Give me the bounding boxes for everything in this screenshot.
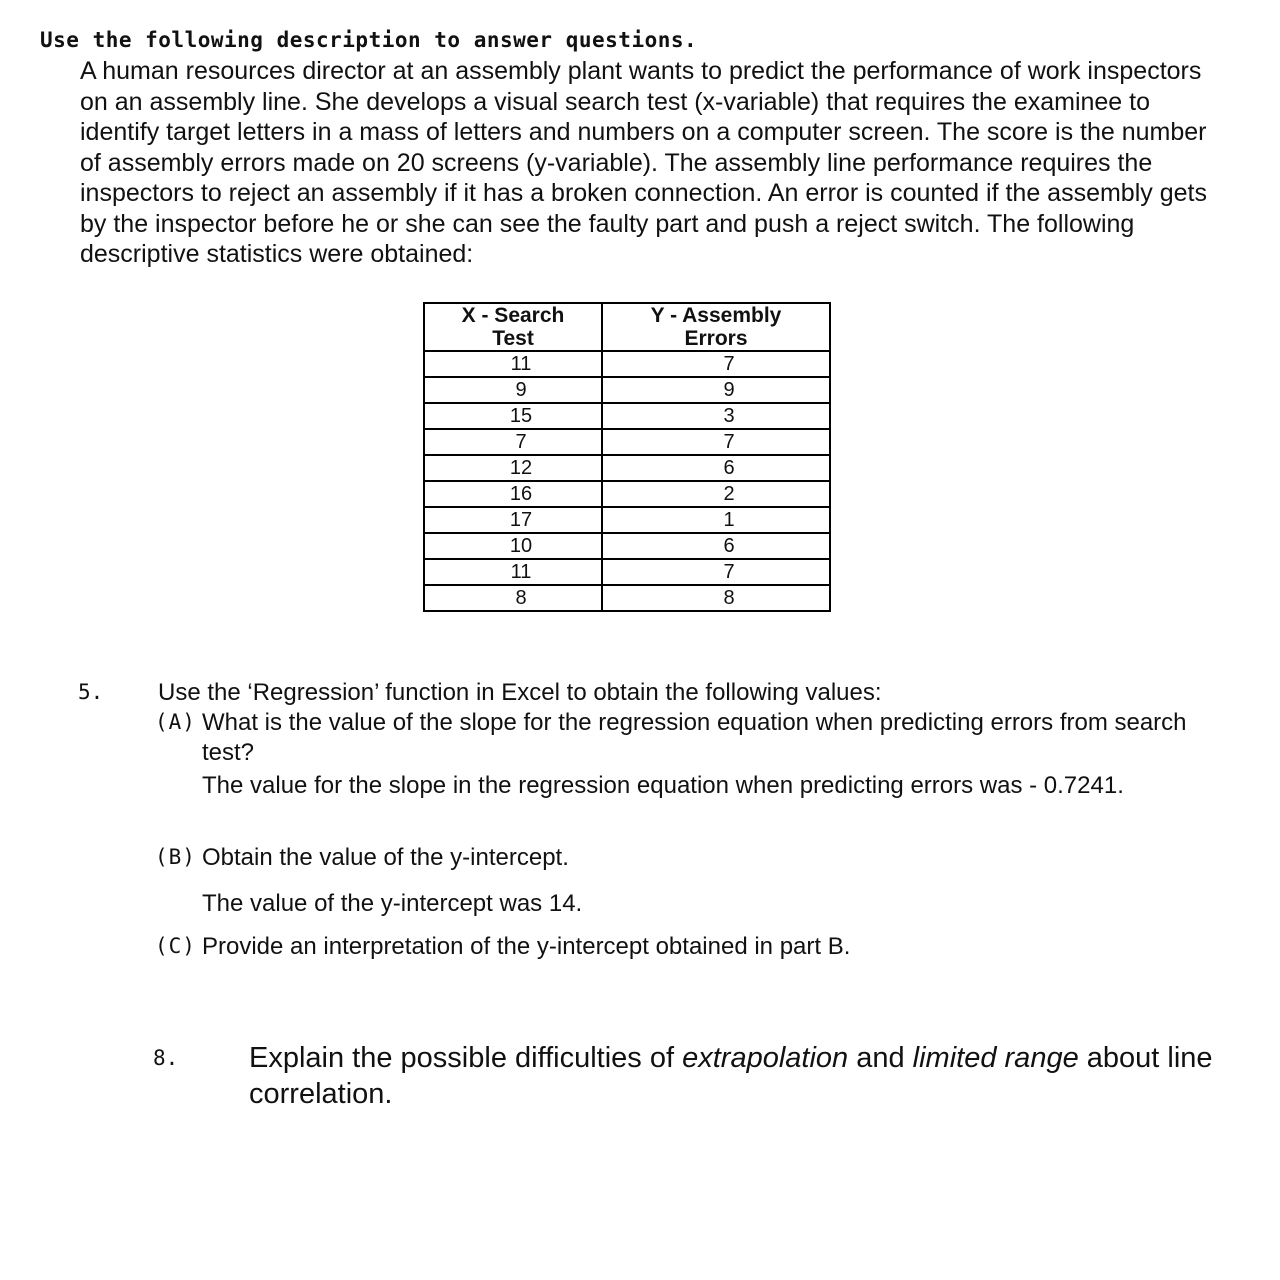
cell-x-value: 7 (424, 429, 602, 455)
header-y-line1: Y - Assembly (650, 304, 782, 327)
cell-y-value: 9 (602, 377, 830, 403)
question-8-number: 8. (153, 1046, 179, 1070)
table-row (424, 351, 830, 377)
cell-y-value: 7 (602, 351, 830, 377)
cell-y-value: 3 (602, 403, 830, 429)
table-row (424, 481, 830, 507)
cell-x-value: 12 (424, 455, 602, 481)
header-x-line2: Test (492, 327, 534, 350)
part-a-question: What is the value of the slope for the regression equation when predicting errors from search test? (202, 709, 1187, 766)
table-row (424, 455, 830, 481)
table-row (424, 507, 830, 533)
table-row (424, 377, 830, 403)
cell-y-value: 8 (602, 585, 830, 611)
cell-x-value: 16 (424, 481, 602, 507)
part-b-answer: The value of the y-intercept was 14. (202, 890, 583, 917)
table-row (424, 429, 830, 455)
cell-x-value: 11 (424, 351, 602, 377)
q8-emphasis-limited-range: limited range (912, 1042, 1079, 1074)
table-row (424, 585, 830, 611)
part-a-answer: The value for the slope in the regression equation when predicting errors was - 0.7241. (202, 772, 1124, 799)
cell-x-value: 11 (424, 559, 602, 585)
question-5-prompt: Use the ‘Regression’ function in Excel to obtain the following values: (158, 679, 882, 706)
cell-y-value: 2 (602, 481, 830, 507)
table-row (424, 403, 830, 429)
cell-x-value: 8 (424, 585, 602, 611)
table-header-row (424, 303, 830, 351)
q8-text-line2: correlation. (249, 1078, 393, 1110)
q8-emphasis-extrapolation: extrapolation (682, 1042, 849, 1074)
header-y-assembly-errors (602, 303, 830, 351)
header-y-line2: Errors (684, 327, 748, 350)
header-x-line1: X - Search (461, 304, 565, 327)
instruction-heading: Use the following description to answer questions. (40, 28, 698, 52)
part-a-label: (A) (155, 710, 196, 734)
table-row (424, 559, 830, 585)
cell-y-value: 1 (602, 507, 830, 533)
cell-y-value: 6 (602, 455, 830, 481)
cell-x-value: 10 (424, 533, 602, 559)
part-b-question: Obtain the value of the y-intercept. (202, 844, 569, 871)
table-body (424, 351, 830, 611)
cell-x-value: 9 (424, 377, 602, 403)
q8-text-middle: and (848, 1042, 913, 1074)
part-c-question: Provide an interpretation of the y-intercept obtained in part B. (202, 933, 851, 960)
question-5-number: 5. (78, 680, 104, 704)
cell-x-value: 17 (424, 507, 602, 533)
cell-y-value: 7 (602, 429, 830, 455)
cell-y-value: 6 (602, 533, 830, 559)
cell-x-value: 15 (424, 403, 602, 429)
part-c-label: (C) (155, 934, 196, 958)
table-row (424, 533, 830, 559)
cell-y-value: 7 (602, 559, 830, 585)
part-b-label: (B) (155, 845, 196, 869)
question-8-text (249, 1040, 1213, 1112)
scenario-description: A human resources director at an assembly plant wants to predict the performance of work inspectors on an assembly line. She develops a visual search test (x-variable) that requires the examinee to identify target letters in a mass of letters and numbers on a computer screen. The score is the number of assembly errors made on 20 screens (y-variable). The assembly line performance requires the inspectors to reject an assembly if it has a broken connection. An error is counted if the assembly gets by the inspector before he or she can see the faulty part and push a reject switch. The following descriptive statistics were obtained: (80, 57, 1207, 268)
q8-text-before: Explain the possible difficulties of (249, 1042, 683, 1074)
q8-text-after: about line (1078, 1042, 1213, 1074)
data-table (423, 302, 831, 612)
header-x-search-test (424, 303, 602, 351)
